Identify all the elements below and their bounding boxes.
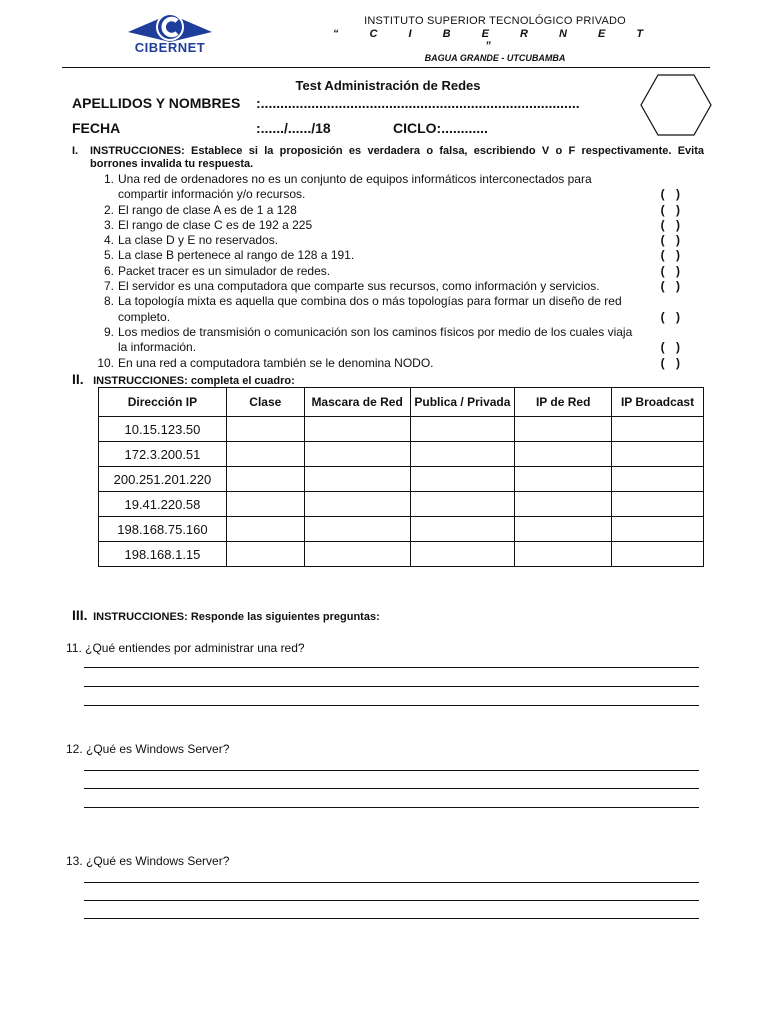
answer-blank[interactable]: ( )	[660, 263, 684, 278]
column-header: Clase	[226, 388, 304, 417]
answer-blank[interactable]: ( )	[660, 309, 684, 324]
answer-blank[interactable]: ( )	[660, 248, 684, 263]
question-13: 13. ¿Qué es Windows Server?	[66, 854, 230, 868]
answer-cell[interactable]	[612, 492, 704, 517]
answer-cell[interactable]	[410, 492, 515, 517]
statement-item	[96, 218, 696, 233]
column-header: Mascara de Red	[304, 388, 410, 417]
answer-cell[interactable]	[515, 417, 612, 442]
ip-address-cell: 198.168.75.160	[99, 517, 227, 542]
ip-address-cell: 19.41.220.58	[99, 492, 227, 517]
answer-cell[interactable]	[226, 442, 304, 467]
statement-text: La clase B pertenece al rango de 128 a 191.	[118, 248, 355, 263]
cycle-field[interactable]: ............	[441, 120, 488, 136]
name-field[interactable]: :..................................................................................	[256, 95, 580, 111]
statement-text: En una red a computadora también se le denomina NODO.	[118, 355, 434, 370]
column-header: Publica / Privada	[410, 388, 515, 417]
statement-number: 7.	[103, 279, 114, 294]
answer-cell[interactable]	[410, 542, 515, 567]
statement-text: El rango de clase C es de 192 a 225	[118, 217, 313, 232]
cycle-label: CICLO:	[393, 120, 442, 136]
answer-cell[interactable]	[410, 442, 515, 467]
answer-cell[interactable]	[304, 417, 410, 442]
statement-number: 4.	[103, 233, 114, 248]
answer-cell[interactable]	[515, 442, 612, 467]
answer-line[interactable]	[84, 918, 699, 919]
statement-item	[96, 203, 696, 218]
answer-blank[interactable]: ( )	[660, 217, 684, 232]
answer-cell[interactable]	[304, 542, 410, 567]
statement-text: La topología mixta es aquella que combina dos o más topologías para formar un diseño de red completo.	[118, 294, 622, 324]
table-row	[99, 417, 704, 442]
answer-cell[interactable]	[304, 517, 410, 542]
section-1-numeral: I.	[72, 145, 79, 157]
header-divider	[62, 67, 710, 68]
answer-cell[interactable]	[612, 517, 704, 542]
answer-cell[interactable]	[226, 517, 304, 542]
answer-cell[interactable]	[612, 417, 704, 442]
answer-cell[interactable]	[226, 492, 304, 517]
statement-number: 5.	[103, 248, 114, 263]
statement-number: 3.	[103, 217, 114, 232]
answer-line[interactable]	[84, 788, 699, 789]
answer-line[interactable]	[84, 667, 699, 668]
institute-location: BAGUA GRANDE - UTCUBAMBA	[424, 53, 566, 63]
statement-item	[96, 264, 696, 279]
question-12: 12. ¿Qué es Windows Server?	[66, 742, 230, 756]
ip-address-cell: 200.251.201.220	[99, 467, 227, 492]
answer-cell[interactable]	[410, 417, 515, 442]
answer-blank[interactable]: ( )	[660, 340, 684, 355]
logo-wordmark: CIBERNET	[134, 40, 206, 55]
answer-blank[interactable]: ( )	[660, 187, 684, 202]
date-field[interactable]: :....../....../18	[256, 120, 331, 136]
answer-line[interactable]	[84, 705, 699, 706]
ip-address-cell: 172.3.200.51	[99, 442, 227, 467]
ip-table	[98, 387, 704, 567]
ip-address-cell: 10.15.123.50	[99, 417, 227, 442]
statement-number: 6.	[103, 263, 114, 278]
answer-cell[interactable]	[515, 542, 612, 567]
statement-item	[96, 248, 696, 263]
statement-number: 8.	[103, 294, 114, 309]
answer-cell[interactable]	[304, 442, 410, 467]
institute-header	[330, 15, 660, 63]
answer-blank[interactable]: ( )	[660, 279, 684, 294]
answer-line[interactable]	[84, 882, 699, 883]
column-header: IP de Red	[515, 388, 612, 417]
statement-text: El rango de clase A es de 1 a 128	[118, 202, 297, 217]
exam-title: Test Administración de Redes	[295, 78, 481, 93]
answer-cell[interactable]	[515, 517, 612, 542]
answer-cell[interactable]	[226, 417, 304, 442]
column-header: Dirección IP	[99, 388, 227, 417]
table-row	[99, 442, 704, 467]
date-label: FECHA	[72, 120, 121, 136]
answer-cell[interactable]	[612, 467, 704, 492]
answer-blank[interactable]: ( )	[660, 233, 684, 248]
statement-item	[96, 356, 696, 371]
section-1-instructions: INSTRUCCIONES: Establece si la proposición es verdadera o falsa, escribiendo V o F respectivamente. Evita borrones invalida tu respuesta.	[90, 145, 704, 170]
grade-hexagon	[640, 74, 712, 136]
answer-cell[interactable]	[226, 542, 304, 567]
column-header: IP Broadcast	[612, 388, 704, 417]
statement-text: El servidor es una computadora que comparte sus recursos, como información y servicios.	[118, 279, 600, 294]
statement-number: 1.	[103, 172, 114, 186]
table-row	[99, 542, 704, 567]
statement-text: La clase D y E no reservados.	[118, 233, 279, 248]
true-false-list	[96, 172, 696, 371]
statement-number: 9.	[103, 324, 114, 339]
statement-text: Packet tracer es un simulador de redes.	[118, 263, 331, 278]
statement-text: Una red de ordenadores no es un conjunto de equipos informáticos interconectados para compartir información y/o recursos.	[118, 172, 592, 202]
answer-line[interactable]	[84, 900, 699, 901]
table-row	[99, 492, 704, 517]
answer-blank[interactable]: ( )	[660, 355, 684, 370]
answer-cell[interactable]	[304, 467, 410, 492]
statement-number: 2.	[103, 202, 114, 217]
answer-cell[interactable]	[612, 442, 704, 467]
section-2-heading: II. INSTRUCCIONES: completa el cuadro:	[72, 371, 295, 387]
answer-blank[interactable]: ( )	[660, 202, 684, 217]
answer-line[interactable]	[84, 807, 699, 808]
statement-item	[96, 279, 696, 294]
answer-cell[interactable]	[410, 517, 515, 542]
ip-address-cell: 198.168.1.15	[99, 542, 227, 567]
answer-cell[interactable]	[515, 467, 612, 492]
statement-item	[96, 233, 696, 248]
table-row	[99, 517, 704, 542]
answer-cell[interactable]	[515, 492, 612, 517]
answer-line[interactable]	[84, 770, 699, 771]
section-3-heading: III. INSTRUCCIONES: Responde las siguientes preguntas:	[72, 607, 380, 623]
answer-cell[interactable]	[410, 467, 515, 492]
answer-cell[interactable]	[226, 467, 304, 492]
cycle-group	[393, 120, 488, 136]
name-label: APELLIDOS Y NOMBRES	[72, 95, 241, 111]
table-row	[99, 467, 704, 492]
answer-cell[interactable]	[304, 492, 410, 517]
institute-short-name: “ C I B E R N E T ”	[332, 28, 658, 52]
question-11: 11. ¿Qué entiendes por administrar una red?	[66, 641, 305, 655]
statement-item	[96, 294, 696, 325]
answer-cell[interactable]	[612, 542, 704, 567]
statement-item	[96, 325, 696, 356]
statement-number: 10.	[97, 355, 114, 370]
answer-line[interactable]	[84, 686, 699, 687]
institute-name: INSTITUTO SUPERIOR TECNOLÓGICO PRIVADO	[364, 15, 626, 27]
statement-text: Los medios de transmisión o comunicación son los caminos físicos por medio de los cuales viaja la información.	[118, 324, 633, 355]
statement-item	[96, 172, 696, 203]
